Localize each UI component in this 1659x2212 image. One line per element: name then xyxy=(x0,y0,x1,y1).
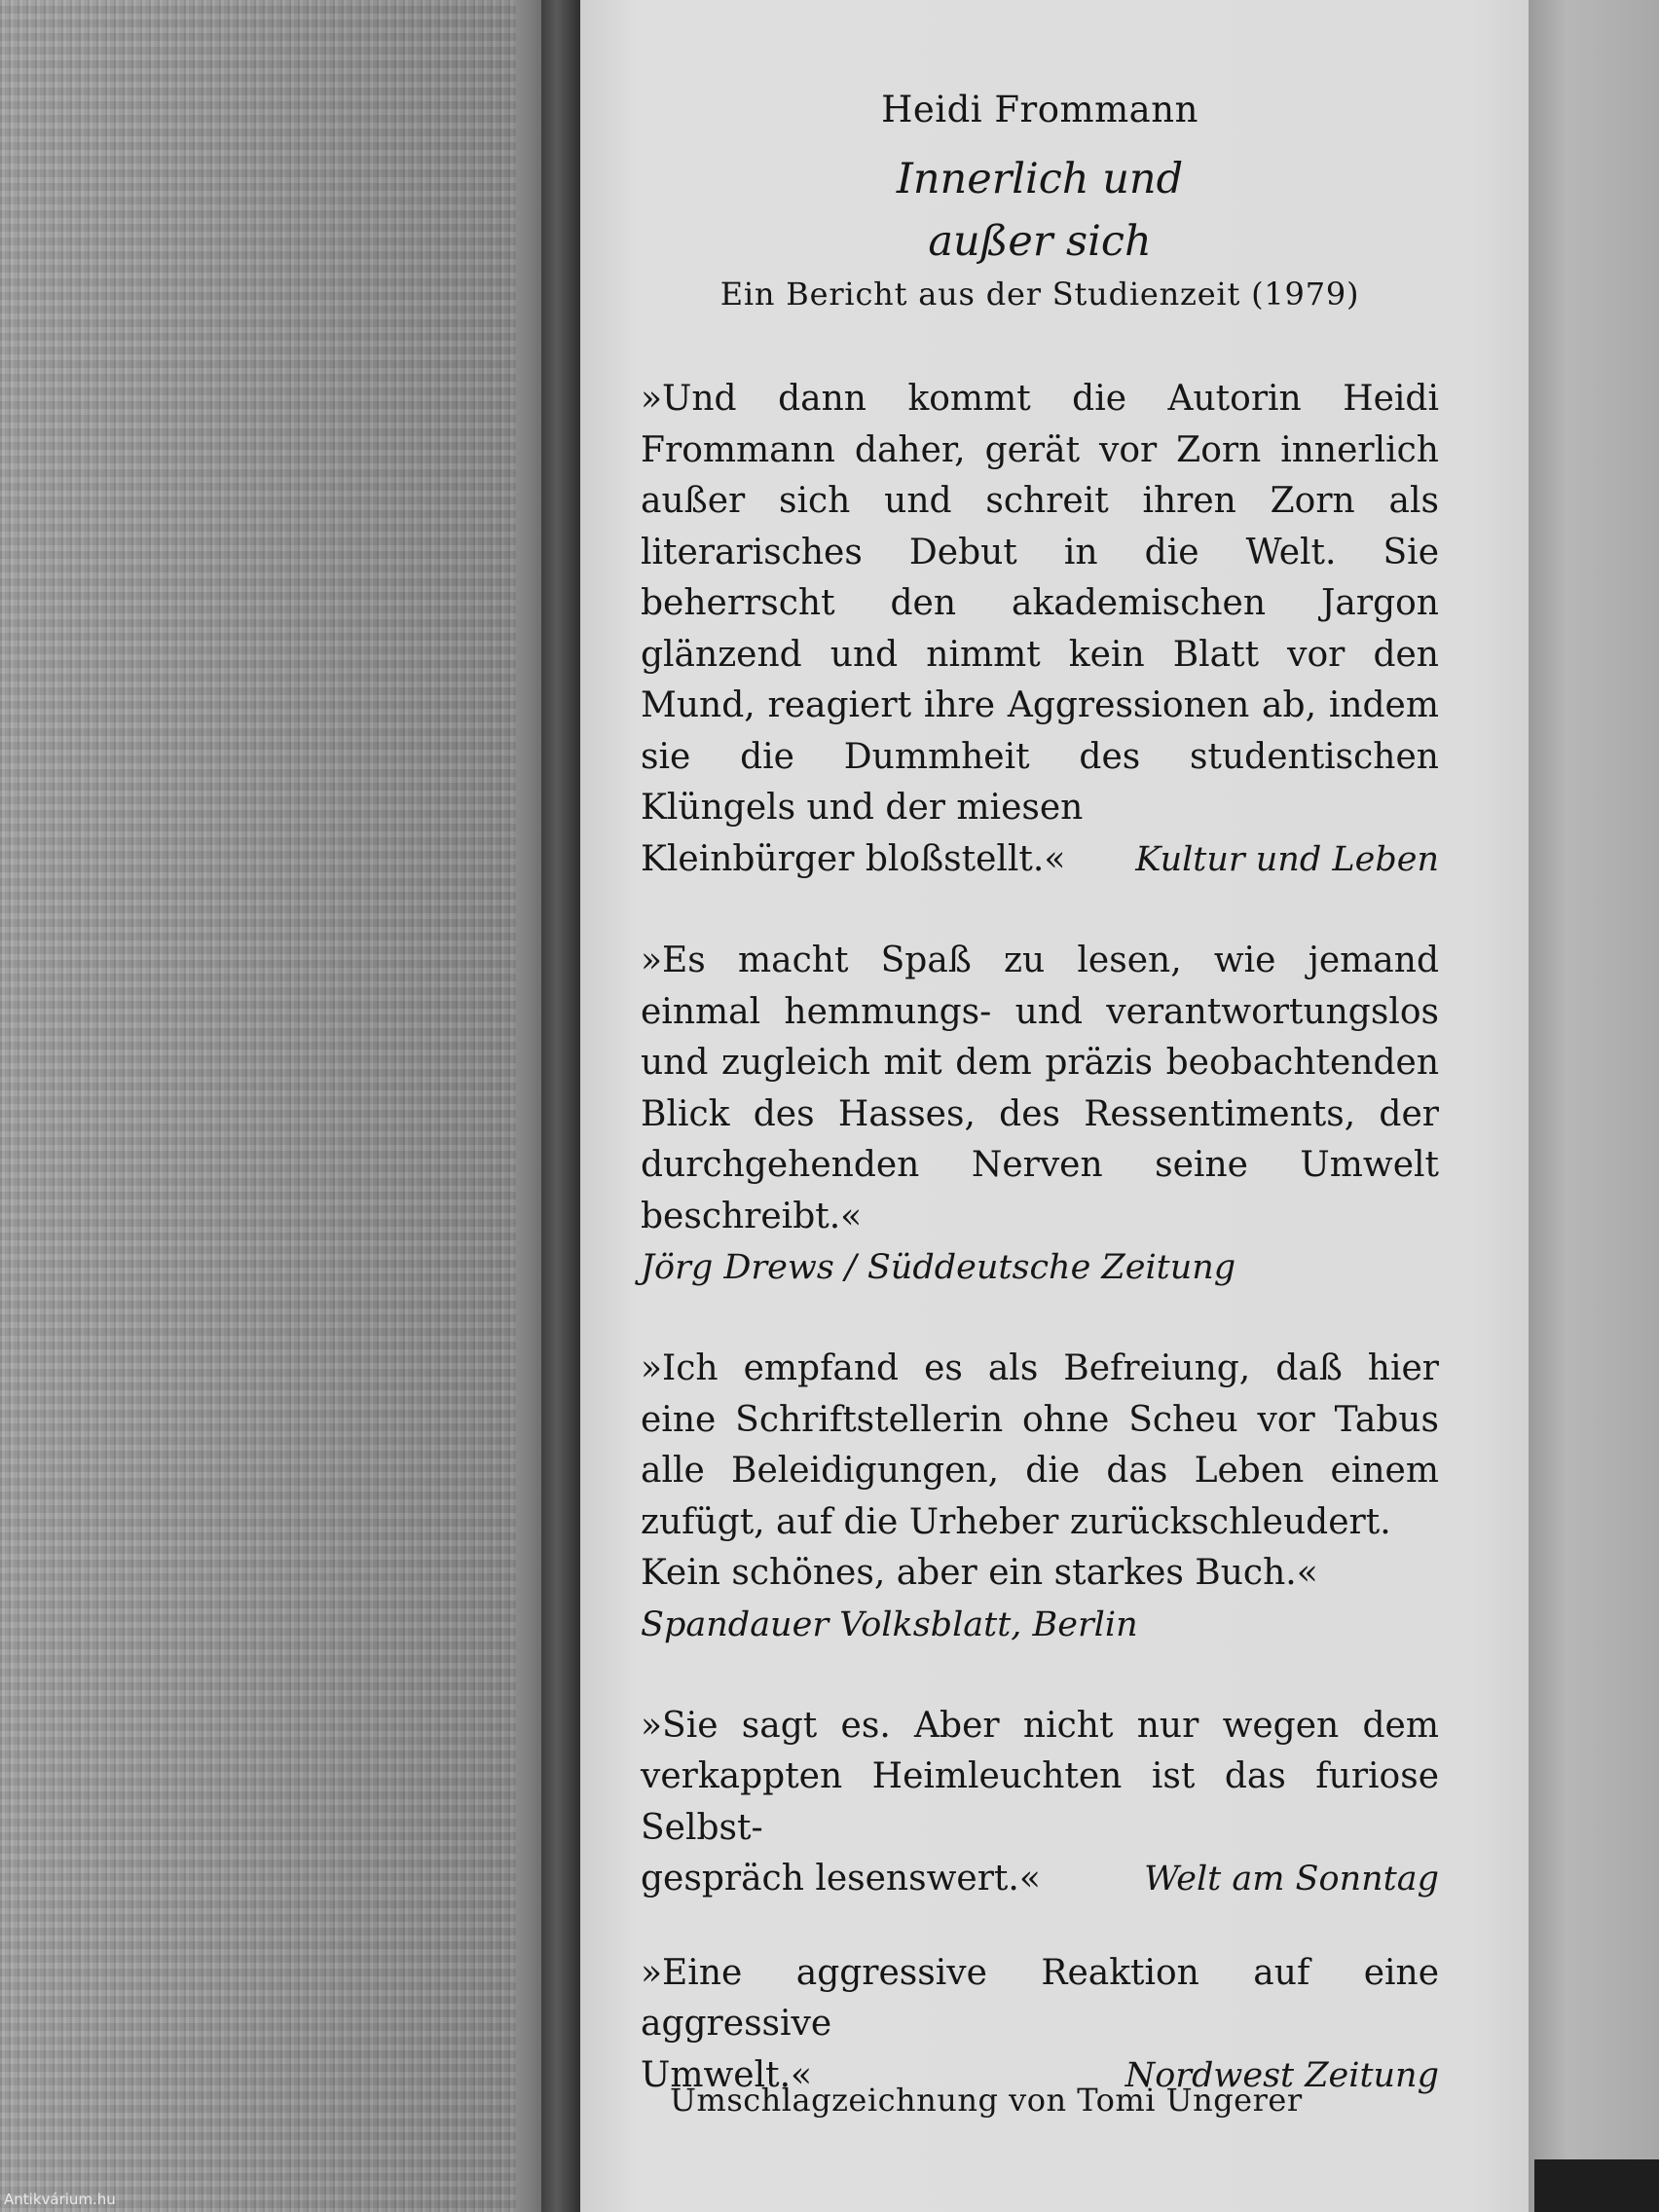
title-line-1: Innerlich und xyxy=(896,155,1184,203)
watermark: Antikvárium.hu xyxy=(4,2191,116,2208)
review-quote-1 xyxy=(641,374,1439,885)
quote-end: gespräch lesenswert.« xyxy=(641,1859,1041,1899)
quote-source: Spandauer Volksblatt, Berlin xyxy=(641,1604,1138,1644)
quote-text-2: Kein schönes, aber ein starkes Buch.« xyxy=(641,1553,1318,1593)
review-quote-2 xyxy=(641,936,1439,1293)
quote-text: »Sie sagt es. Aber nicht nur wegen dem verkappten Heimleuchten ist das furiose Selbst- xyxy=(641,1705,1439,1848)
flap-text xyxy=(641,86,1439,2101)
quote-text: »Und dann kommt die Autorin Heidi Frommann daher, gerät vor Zorn innerlich außer sich und schreit ihren Zorn als literarisches Debut in die Welt. Sie beherrscht den akademischen Jargon glänzend und nimmt kein Blatt vor den Mund, reagiert ihre Aggressionen ab, indem sie die Dummheit des studentischen Klüngels und der miesen xyxy=(641,379,1439,828)
quote-text: »Eine aggressive Reaktion auf eine aggressive xyxy=(641,1952,1439,2044)
title-line-2: außer sich xyxy=(928,217,1152,266)
cloth-cover-board xyxy=(0,0,526,2212)
quote-source: Jörg Drews / Süddeutsche Zeitung xyxy=(641,1248,1236,1287)
review-quote-5 xyxy=(641,1948,1439,2102)
right-page-edge xyxy=(1529,0,1659,2212)
cover-credit: Umschlagzeichnung von Tomi Ungerer xyxy=(670,2082,1303,2119)
book-subtitle: Ein Bericht aus der Studienzeit (1979) xyxy=(719,276,1360,313)
quote-end: Kleinbürger bloßstellt.« xyxy=(641,838,1066,879)
quote-source: Kultur und Leben xyxy=(1135,839,1439,879)
quote-last-line xyxy=(641,1854,1439,1905)
quote-last-line xyxy=(641,834,1439,886)
book-hinge xyxy=(541,0,580,2212)
right-dark-corner xyxy=(1534,2159,1659,2212)
author-name: Heidi Frommann xyxy=(881,89,1198,130)
quote-end: Umwelt.« xyxy=(641,2054,813,2095)
quote-text: »Es macht Spaß zu lesen, wie jemand einmal hemmungs- und verantwortungslos und zugleich mit dem präzis beobachtenden Blick des Hasses, des Ressentiments, der durchgehenden Nerven seine Umwelt beschreibt.« xyxy=(641,940,1439,1236)
book-title xyxy=(641,148,1439,273)
quote-source: Nordwest Zeitung xyxy=(1124,2055,1439,2095)
review-quote-4 xyxy=(641,1701,1439,1905)
quote-source: Welt am Sonntag xyxy=(1144,1860,1439,1899)
quote-text: »Ich empfand es als Befreiung, daß hier eine Schriftstellerin ohne Scheu vor Tabus alle Beleidigungen, die das Leben einem zufügt, auf die Urheber zurückschleudert. xyxy=(641,1348,1439,1542)
review-quote-3 xyxy=(641,1344,1439,1650)
